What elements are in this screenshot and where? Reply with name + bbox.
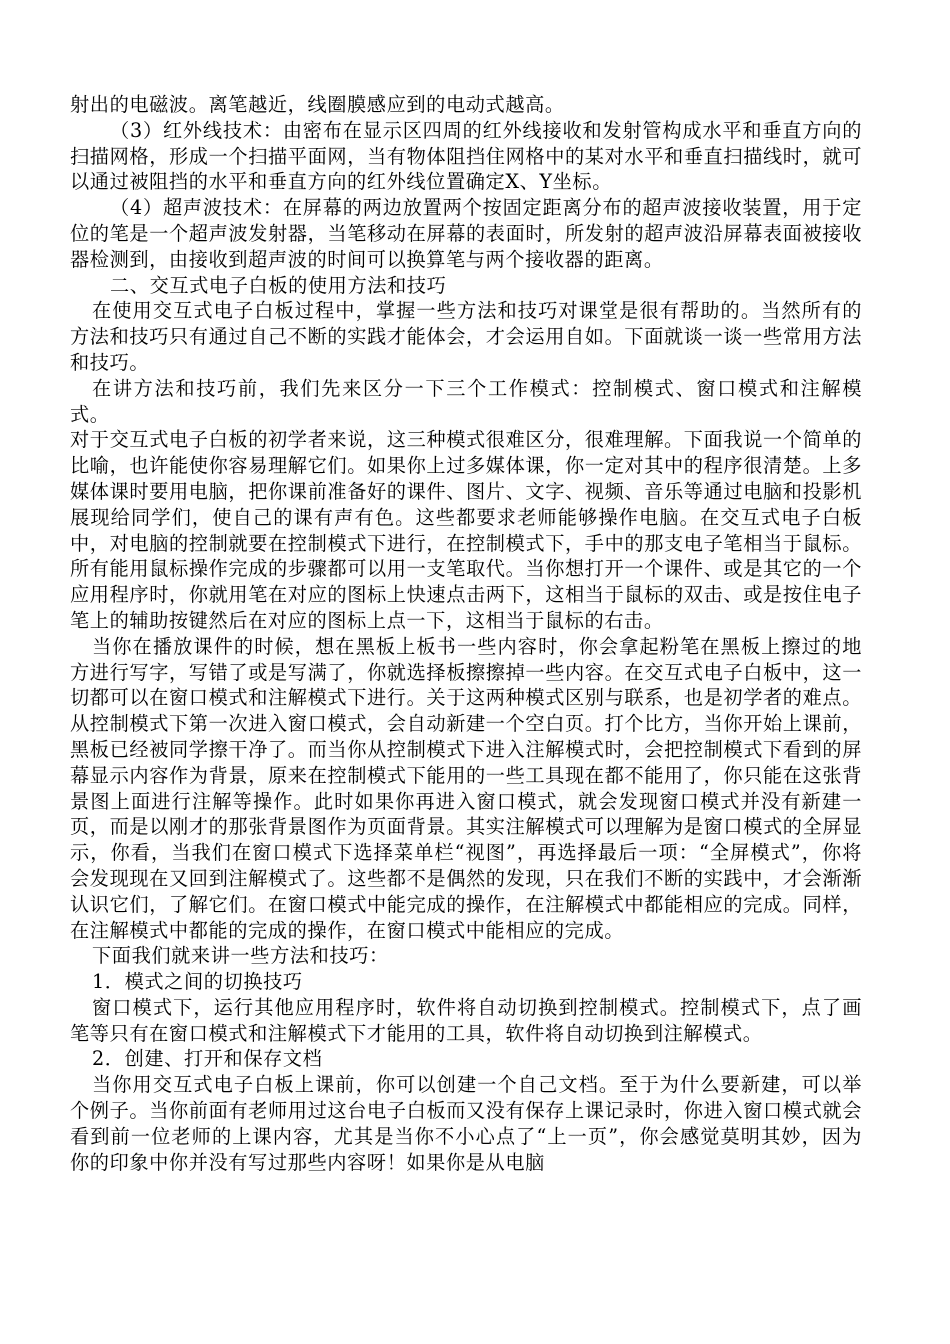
paragraph-modes: 在讲方法和技巧前，我们先来区分一下三个工作模式：控制模式、窗口模式和注解模式。 bbox=[70, 376, 862, 426]
subheading-2: 2．创建、打开和保存文档 bbox=[92, 1047, 323, 1071]
subheading-1: 1．模式之间的切换技巧 bbox=[92, 970, 303, 994]
paragraph-infrared: （3）红外线技术：由密布在显示区四周的红外线接收和发射管构成水平和垂直方向的扫描网格，形成一个扫描平面网，当有物体阻挡住网格中的某对水平和垂直扫描线时，就可以通过被阻挡的水平和垂直方向的红外线位置确定X、Y坐标。 bbox=[70, 118, 862, 194]
section-heading: 二、交互式电子白板的使用方法和技巧 bbox=[110, 273, 447, 297]
paragraph-intro: 在使用交互式电子白板过程中，掌握一些方法和技巧对课堂是很有帮助的。当然所有的方法和技巧只有通过自己不断的实践才能体会，才会运用自如。下面就谈一谈一些常用方法和技巧。 bbox=[70, 299, 862, 374]
paragraph-techniques-intro: 下面我们就来讲一些方法和技巧： bbox=[92, 944, 389, 968]
paragraph-control-mode: 对于交互式电子白板的初学者来说，这三种模式很难区分，很难理解。下面我说一个简单的比喻，也许能使你容易理解它们。如果你上过多媒体课，你一定对其中的程序很清楚。上多媒体课时要用电脑，把你课前准备好的课件、图片、文字、视频、音乐等通过电脑和投影机展现给同学们，使自己的课有声有色。这些都要求老师能够操作电脑。在交互式电子白板中，对电脑的控制就要在控制模式下进行，在控制模式下，手中的那支电子笔相当于鼠标。所有能用鼠标操作完成的步骤都可以用一支笔取代。当你想打开一个课件、或是其它的一个应用程序时，你就用笔在对应的图标上快速点击两下，这相当于鼠标的双击、或是按住电子笔上的辅助按键然后在对应的图标上点一下，这相当于鼠标的右击。 bbox=[70, 428, 862, 632]
paragraph-window-annotation: 当你在播放课件的时候，想在黑板上板书一些内容时，你会拿起粉笔在黑板上擦过的地方进行写字，写错了或是写满了，你就选择板擦擦掉一些内容。在交互式电子白板中，这一切都可以在窗口模式和注解模式下进行。关于这两种模式区别与联系，也是初学者的难点。从控制模式下第一次进入窗口模式，会自动新建一个空白页。打个比方，当你开始上课前，黑板已经被同学擦干净了。而当你从控制模式下进入注解模式时，会把控制模式下看到的屏幕显示内容作为背景，原来在控制模式下能用的一些工具现在都不能用了，你只能在这张背景图上面进行注解等操作。此时如果你再进入窗口模式，就会发现窗口模式并没有新建一页，而是以刚才的那张背景图作为页面背景。其实注解模式可以理解为是窗口模式的全屏显示，你看，当我们在窗口模式下选择菜单栏“视图”，再选择最后一项：“全屏模式”，你将会发现现在又回到注解模式了。这些都不是偶然的发现，只在我们不断的实践中，才会渐渐认识它们，了解它们。在窗口模式中能完成的操作，在注解模式中都能相应的完成。同样，在注解模式中都能的完成的操作，在窗口模式中能相应的完成。 bbox=[70, 634, 862, 942]
paragraph-documents: 当你用交互式电子白板上课前，你可以创建一个自己文档。至于为什么要新建，可以举个例子。当你前面有老师用过这台电子白板而又没有保存上课记录时，你进入窗口模式就会看到前一位老师的上课内容，尤其是当你不小心点了“上一页”，你会感觉莫明其妙，因为你的印象中你并没有写过那些内容呀！如果你是从电脑 bbox=[70, 1073, 862, 1174]
paragraph-1: 射出的电磁波。离笔越近，线圈膜感应到的电动式越高。 bbox=[70, 93, 565, 116]
paragraph-mode-switching: 窗口模式下，运行其他应用程序时，软件将自动切换到控制模式。控制模式下，点了画笔等只有在窗口模式和注解模式下才能用的工具，软件将自动切换到注解模式。 bbox=[70, 995, 862, 1045]
document-page bbox=[70, 92, 862, 1175]
paragraph-ultrasonic: （4）超声波技术：在屏幕的两边放置两个按固定距离分布的超声波接收装置，用于定位的笔是一个超声波发射器，当笔移动在屏幕的表面时，所发射的超声波沿屏幕表面被接收器检测到，由接收到超声波的时间可以换算笔与两个接收器的距离。 bbox=[70, 196, 862, 271]
